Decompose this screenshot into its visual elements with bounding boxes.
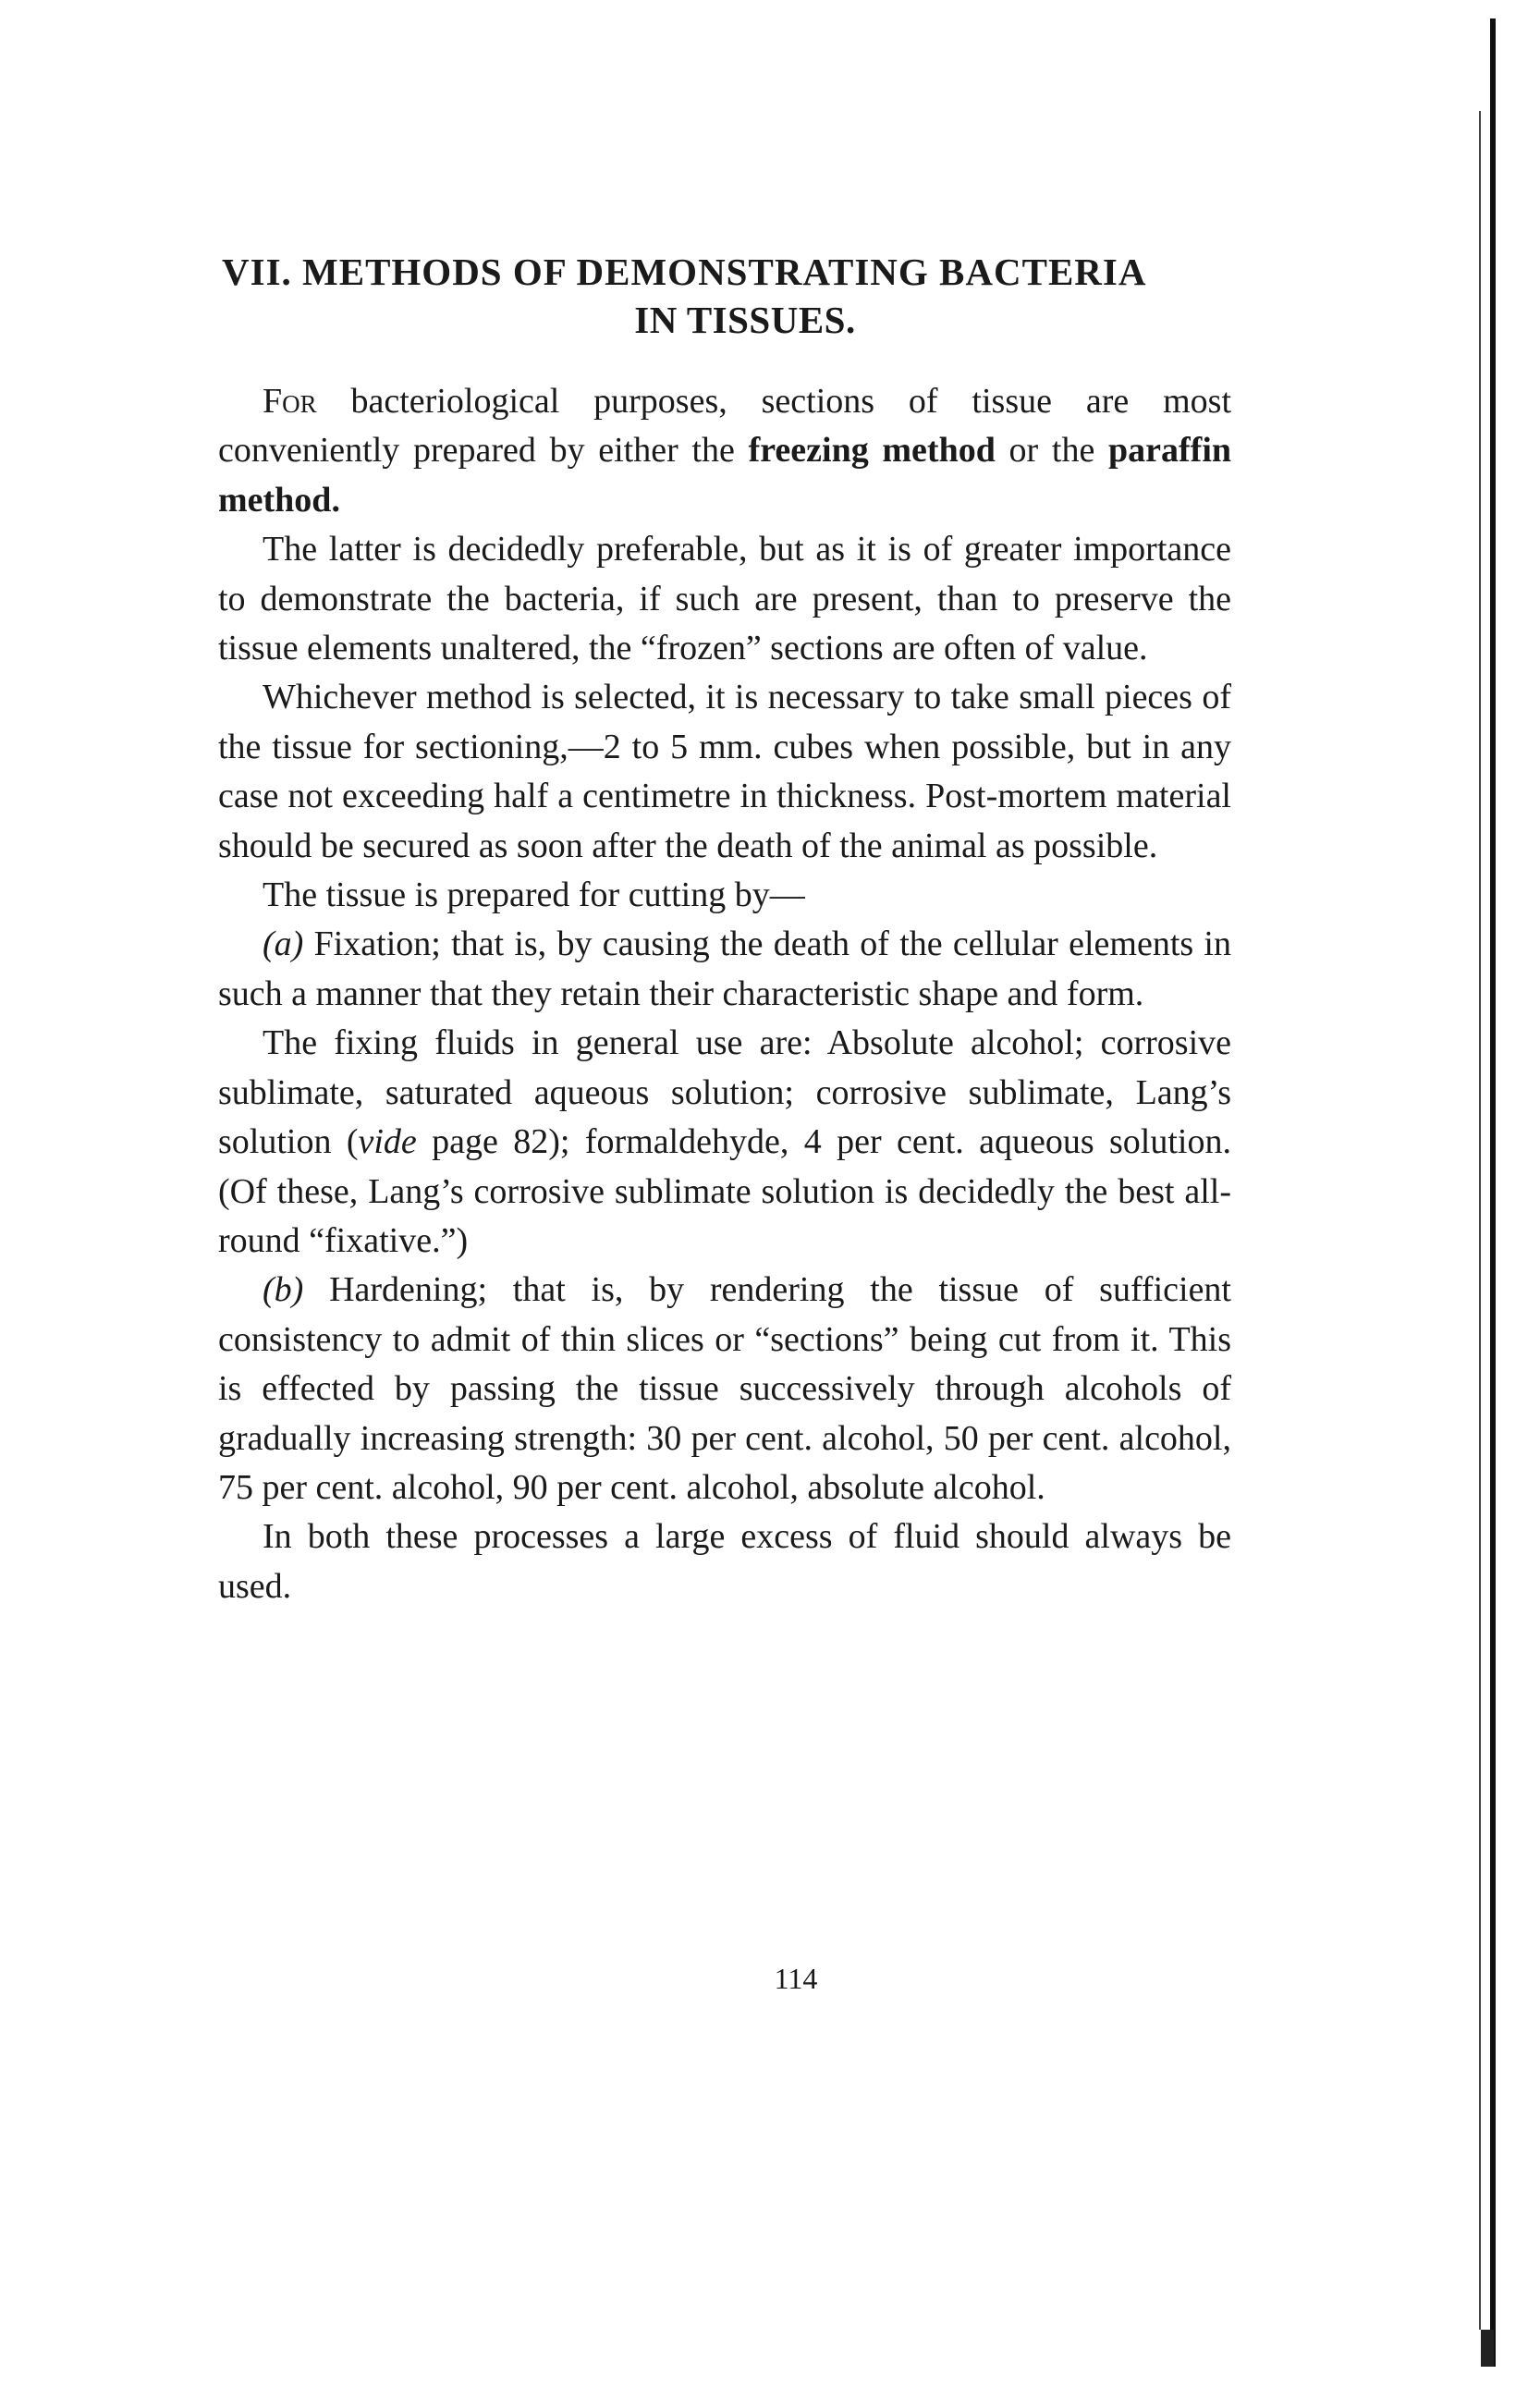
fluids-text-2: page 82); formaldehyde, 4 per cent. aqueous solution. (Of these, Lang’s corrosive sublimate solution is decidedly the best all-round “fixative.”) xyxy=(218,1122,1231,1260)
paragraph-hardening xyxy=(218,1266,1231,1512)
label-a: (a) xyxy=(263,924,304,964)
term-freezing-method: freezing method xyxy=(748,431,996,471)
section-heading xyxy=(218,248,1272,344)
term-paraffin-method: paraffin method. xyxy=(218,431,1232,520)
paragraph-fixing-fluids xyxy=(218,1019,1231,1266)
paragraph-both-processes: In both these processes a large excess of fluid should always be used. xyxy=(218,1517,1231,1606)
paragraph-latter: The latter is decidedly preferable, but as it is of greater importance to demonstrate the bacteria, if such are present, than to preserve the tissue elements unaltered, the “frozen” sections are often of value. xyxy=(218,530,1231,668)
body-text xyxy=(218,377,1231,1611)
label-b: (b) xyxy=(263,1270,304,1310)
paragraph-intro xyxy=(218,377,1231,525)
heading-line-1: VII. METHODS OF DEMONSTRATING BACTERIA xyxy=(222,251,1147,293)
binding-edge-shadow xyxy=(1479,111,1481,2330)
hardening-text: Hardening; that is, by rendering the tissue of sufficient consistency to admit of thin slices or “sections” being cut from it. This is effected by passing the tissue successively through alcohols of gradually increasing strength: 30 per cent. alcohol, 50 per cent. alcohol, 75 per cent. alcohol, 90 per cent. alcohol, absolute alcohol. xyxy=(218,1270,1231,1507)
binding-edge xyxy=(1490,18,1496,2367)
fluids-text-1: The fixing fluids in general use are: Absolute alcohol; corrosive sublimate, saturated aqueous solution; corrosive sublimate, Lang’s solution ( xyxy=(218,1023,1231,1162)
page-number: 114 xyxy=(774,1962,818,1995)
binding-mark xyxy=(1481,2330,1494,2367)
paragraph-fixation xyxy=(218,920,1231,1019)
intro-text-2: or the xyxy=(995,431,1109,471)
fixation-text: Fixation; that is, by causing the death of the cellular elements in such a manner that they retain their characteristic shape and form. xyxy=(218,924,1231,1013)
paragraph-whichever: Whichever method is selected, it is necessary to take small pieces of the tissue for sectioning,—2 to 5 mm. cubes when possible, but in any case not exceeding half a centimetre in thickness. Post-mortem material should be secured as soon after the death of the animal as possible. xyxy=(218,678,1231,865)
intro-text-1: bacteriological purposes, sections of tissue are most conveniently prepared by either the xyxy=(218,382,1231,471)
vide-italic: vide xyxy=(358,1122,417,1162)
heading-line-2: IN TISSUES. xyxy=(634,299,856,341)
paragraph-prepared: The tissue is prepared for cutting by— xyxy=(263,875,805,915)
lead-word: For xyxy=(263,382,317,421)
